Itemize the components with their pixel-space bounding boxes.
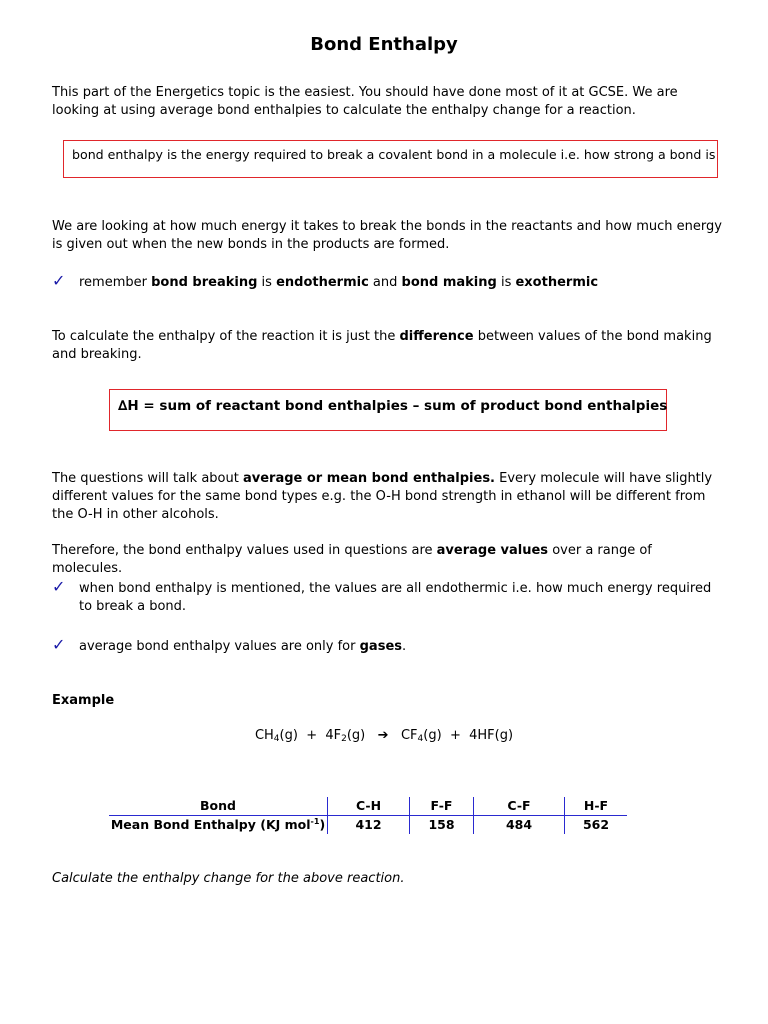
bullet-gases: average bond enthalpy values are only for gases. <box>79 639 407 654</box>
question-text: Calculate the enthalpy change for the above reaction. <box>52 871 405 886</box>
table-header-cell: F-F <box>410 797 474 816</box>
table-cell: 412 <box>328 816 410 835</box>
intro-paragraph: This part of the Energetics topic is the easiest. You should have done most of it at GCSE. We are looking at using average bond enthalpies to calculate the enthalpy change for a reaction. <box>52 85 678 118</box>
checkmark-icon: ✓ <box>52 271 66 290</box>
table-row <box>109 797 627 816</box>
example-heading: Example <box>52 693 115 708</box>
page-title: Bond Enthalpy <box>310 34 458 55</box>
bonds-paragraph: We are looking at how much energy it takes to break the bonds in the reactants and how much energy is given out when the new bonds in the products are formed. <box>52 219 722 252</box>
table-cell: 158 <box>410 816 474 835</box>
enthalpy-equation-text: ∆H = sum of reactant bond enthalpies – sum of product bond enthalpies <box>118 398 668 414</box>
table-header-cell: H-F <box>565 797 628 816</box>
definition-box <box>63 140 718 178</box>
checkmark-icon: ✓ <box>52 635 66 654</box>
definition-text: bond enthalpy is the energy required to break a covalent bond in a molecule i.e. how strong a bond is <box>72 147 716 162</box>
enthalpy-equation-box <box>109 389 667 431</box>
arrow-icon: ➔ <box>377 728 389 743</box>
average-paragraph: The questions will talk about average or mean bond enthalpies. Every molecule will have slightly different values for the same bond types e.g. the O-H bond strength in ethanol will be different from the O-H in other alcohols. <box>52 471 713 522</box>
table-row-label: Mean Bond Enthalpy (KJ mol$^{-1}$) <box>110 817 326 832</box>
table-header-cell: C-H <box>328 797 410 816</box>
table-cell: 562 <box>565 816 628 835</box>
bullet-endothermic-values: when bond enthalpy is mentioned, the values are all endothermic i.e. how much energy required to break a bond. <box>79 581 712 614</box>
difference-paragraph: To calculate the enthalpy of the reaction it is just the difference between values of the bond making and breaking. <box>52 329 712 362</box>
table-header-cell: Bond <box>109 797 328 816</box>
table-row <box>109 816 627 835</box>
checkmark-icon: ✓ <box>52 577 66 596</box>
bullet-bond-breaking: remember bond breaking is endothermic and bond making is exothermic <box>79 275 599 290</box>
table-header-cell: C-F <box>474 797 565 816</box>
bond-enthalpy-table <box>109 797 627 834</box>
therefore-paragraph: Therefore, the bond enthalpy values used in questions are average values over a range of molecules. <box>52 543 652 576</box>
reaction-equation: $CH_4(g) + 4F_2(g)$ ➔ $CF_4(g) + 4HF(g)$ <box>254 728 514 744</box>
table-cell: 484 <box>474 816 565 835</box>
